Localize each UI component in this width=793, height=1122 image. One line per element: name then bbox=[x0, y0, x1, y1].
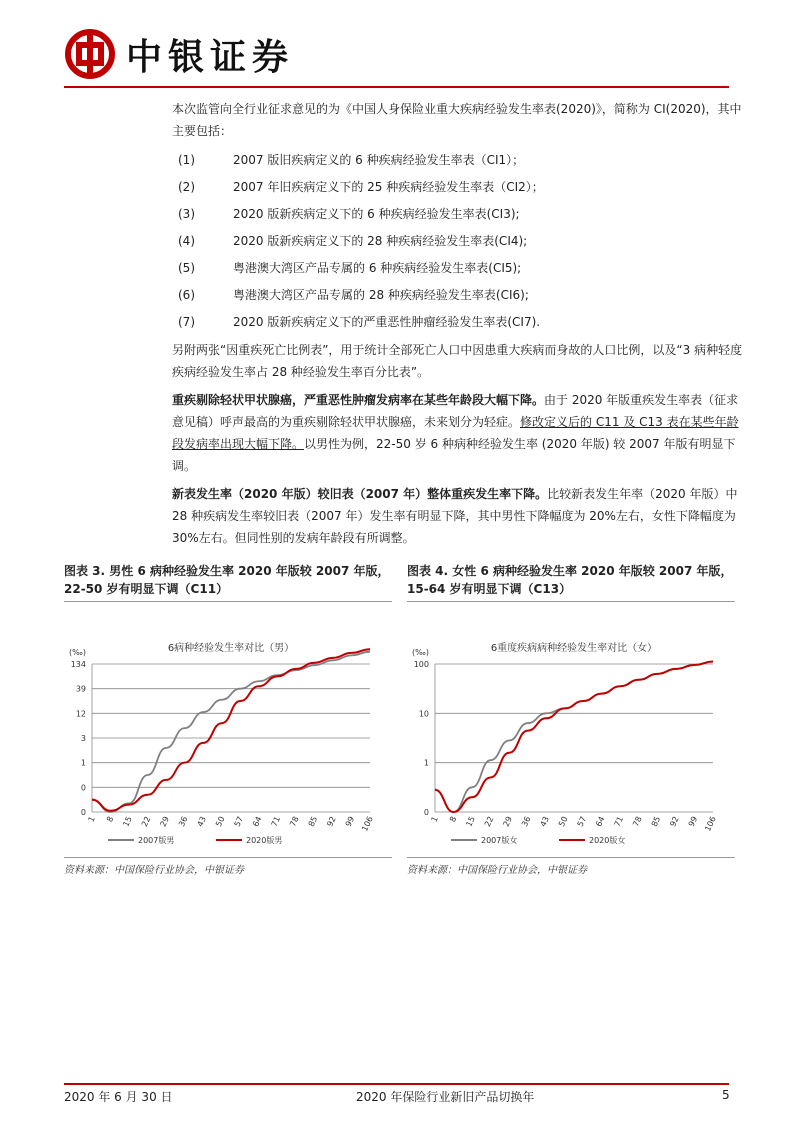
list-item-number: (4) bbox=[178, 233, 195, 248]
chart-unit-label: (‰) bbox=[412, 648, 429, 657]
figure-source: 资料来源：中国保险行业协会，中银证券 bbox=[407, 865, 587, 876]
series-line bbox=[92, 652, 370, 812]
figure-female bbox=[407, 562, 735, 876]
list-item-number: (1) bbox=[178, 152, 195, 167]
list-item-text: 2020 版新疾病定义下的严重恶性肿瘤经验发生率表(CI7). bbox=[233, 314, 541, 329]
list-item-number: (6) bbox=[178, 287, 195, 302]
x-tick-label: 15 bbox=[464, 815, 477, 829]
footer-date: 2020 年 6 月 30 日 bbox=[64, 1090, 173, 1104]
x-tick-label: 43 bbox=[538, 815, 552, 829]
list-item bbox=[172, 308, 750, 335]
y-tick-label: 12 bbox=[75, 709, 86, 719]
x-tick-label: 78 bbox=[631, 815, 644, 829]
list-item-number: (2) bbox=[178, 179, 195, 194]
x-tick-label: 50 bbox=[557, 815, 570, 829]
x-tick-label: 92 bbox=[668, 815, 681, 829]
chart-svg bbox=[64, 602, 392, 857]
list-item-number: (7) bbox=[178, 314, 195, 329]
series-line bbox=[435, 662, 713, 812]
x-tick-label: 29 bbox=[158, 815, 171, 829]
y-tick-label: 1 bbox=[80, 758, 86, 768]
x-tick-label: 92 bbox=[325, 815, 338, 829]
chart-title: 6病种经验发生率对比（男） bbox=[167, 643, 295, 654]
x-tick-label: 71 bbox=[269, 815, 283, 829]
x-tick-label: 57 bbox=[232, 815, 246, 829]
x-tick-label: 71 bbox=[612, 815, 626, 829]
legend-label: 2007版男 bbox=[138, 836, 175, 845]
y-tick-label: 3 bbox=[80, 734, 86, 743]
paragraph-thyroid-heading: 重疾剔除轻状甲状腺癌，严重恶性肿瘤发病率在某些年龄段大幅下降。 bbox=[172, 393, 545, 407]
list-item-number: (3) bbox=[178, 206, 195, 221]
x-tick-label: 85 bbox=[649, 815, 663, 829]
figure-caption: 图表 4. 女性 6 病种经验发生率 2020 年版较 2007 年版，15-64 岁有明显下调（C13） bbox=[407, 564, 733, 596]
list-item bbox=[172, 254, 750, 281]
list-item-text: 2007 版旧疾病定义的 6 种疾病经验发生率表（CI1）； bbox=[233, 152, 525, 167]
list-item bbox=[172, 281, 750, 308]
x-tick-label: 50 bbox=[214, 815, 227, 829]
x-tick-label: 64 bbox=[594, 815, 607, 829]
x-tick-label: 64 bbox=[251, 815, 264, 829]
y-tick-label: 1 bbox=[423, 758, 429, 768]
legend-label: 2007版女 bbox=[481, 836, 518, 845]
list-item-text: 2007 年旧疾病定义下的 25 种疾病经验发生率表（CI2）； bbox=[233, 179, 544, 194]
list-item-text: 2020 版新疾病定义下的 6 种疾病经验发生率表(CI3); bbox=[233, 206, 520, 221]
y-tick-label: 100 bbox=[413, 660, 429, 669]
x-tick-label: 15 bbox=[121, 815, 134, 829]
x-tick-label: 29 bbox=[501, 815, 514, 829]
chart-female bbox=[407, 602, 735, 858]
figure-source: 资料来源：中国保险行业协会，中银证券 bbox=[64, 865, 244, 876]
x-tick-label: 36 bbox=[177, 815, 190, 829]
list-item-text: 粤港澳大湾区产品专属的 28 种疾病经验发生率表(CI6); bbox=[233, 287, 529, 302]
y-tick-label: 134 bbox=[70, 660, 86, 669]
list-item bbox=[172, 200, 750, 227]
list-item-text: 粤港澳大湾区产品专属的 6 种疾病经验发生率表(CI5); bbox=[233, 260, 522, 275]
main-content bbox=[172, 98, 750, 549]
paragraph-thyroid bbox=[172, 389, 750, 477]
x-tick-label: 106 bbox=[360, 815, 375, 833]
chart-male bbox=[64, 602, 392, 858]
page-number: 5 bbox=[722, 1088, 730, 1102]
figure-caption: 图表 3. 男性 6 病种经验发生率 2020 年版较 2007 年版，22-50 岁有明显下调（C11） bbox=[64, 564, 390, 596]
chart-unit-label: (‰) bbox=[69, 648, 86, 657]
x-tick-label: 78 bbox=[288, 815, 301, 829]
extra-paragraph: 另附两张“因重疾死亡比例表”，用于统计全部死亡人口中因患重大疾病而身故的人口比例，以及“3 病种轻度疾病经验发生率占 28 种经验发生率百分比表”。 bbox=[172, 343, 743, 379]
x-tick-label: 85 bbox=[306, 815, 320, 829]
x-tick-label: 1 bbox=[86, 815, 97, 824]
paragraph-thyroid-tail: 以男性为例，22-50 岁 6 种病种经验发生率 (2020 年版) 较 2007 年版有明显下调。 bbox=[172, 437, 736, 473]
legend-label: 2020版男 bbox=[246, 836, 283, 845]
x-tick-label: 106 bbox=[703, 815, 718, 833]
legend-label: 2020版女 bbox=[589, 836, 626, 845]
header-divider bbox=[64, 86, 729, 88]
chart-title: 6重度疾病病种经验发生率对比（女） bbox=[490, 643, 658, 654]
x-tick-label: 22 bbox=[139, 815, 153, 829]
series-line bbox=[435, 662, 713, 812]
x-tick-label: 57 bbox=[575, 815, 589, 829]
x-tick-label: 43 bbox=[195, 815, 209, 829]
brand-name: 中银证券 bbox=[126, 36, 295, 78]
y-tick-label: 0 bbox=[423, 808, 429, 817]
x-tick-label: 36 bbox=[520, 815, 533, 829]
footer-divider bbox=[64, 1083, 729, 1085]
brand-logo bbox=[64, 28, 294, 80]
intro-paragraph: 本次监管向全行业征求意见的为《中国人身保险业重大疾病经验发生率表(2020)》，简称为 CI(2020)，其中主要包括： bbox=[172, 102, 742, 138]
paragraph-new-table-body: 比较新表发生年率（2020 年版）中 28 种疾病发生率较旧表（2007 年）发生率有明显下降，其中男性下降幅度为 20%左右，女性下降幅度为 30%左右。但同性别的发病年龄段有所调整。 bbox=[172, 487, 738, 545]
paragraph-thyroid-underline: 修改定义后的 C11 及 C13 表在某些年龄段发病率出现大幅下降。 bbox=[172, 415, 739, 451]
x-tick-label: 8 bbox=[448, 815, 459, 824]
list-item bbox=[172, 146, 750, 173]
x-tick-label: 8 bbox=[105, 815, 116, 824]
table-list bbox=[172, 146, 750, 335]
list-item bbox=[172, 227, 750, 254]
paragraph-new-table-heading: 新表发生率（2020 年版）较旧表（2007 年）整体重疾发生率下降。 bbox=[172, 487, 548, 501]
bank-of-china-logo-icon bbox=[64, 28, 116, 80]
paragraph-new-table bbox=[172, 483, 750, 549]
list-item-number: (5) bbox=[178, 260, 195, 275]
y-tick-label: 0 bbox=[80, 808, 86, 817]
figure-male bbox=[64, 562, 392, 876]
y-tick-label: 10 bbox=[418, 709, 429, 719]
series-line bbox=[92, 649, 370, 811]
y-tick-label: 39 bbox=[75, 684, 86, 694]
x-tick-label: 1 bbox=[429, 815, 440, 824]
footer-title: 2020 年保险行业新旧产品切换年 bbox=[356, 1090, 535, 1104]
chart-svg bbox=[407, 602, 735, 857]
list-item-text: 2020 版新疾病定义下的 28 种疾病经验发生率表(CI4); bbox=[233, 233, 528, 248]
x-tick-label: 22 bbox=[482, 815, 496, 829]
y-tick-label: 0 bbox=[80, 783, 86, 793]
paragraph-thyroid-body: 由于 2020 年版重疾发生率表（征求意见稿）呼声最高的为重疾剔除轻状甲状腺癌，未来划分为轻症。 bbox=[172, 393, 739, 429]
list-item bbox=[172, 173, 750, 200]
x-tick-label: 99 bbox=[343, 815, 357, 829]
x-tick-label: 99 bbox=[686, 815, 700, 829]
